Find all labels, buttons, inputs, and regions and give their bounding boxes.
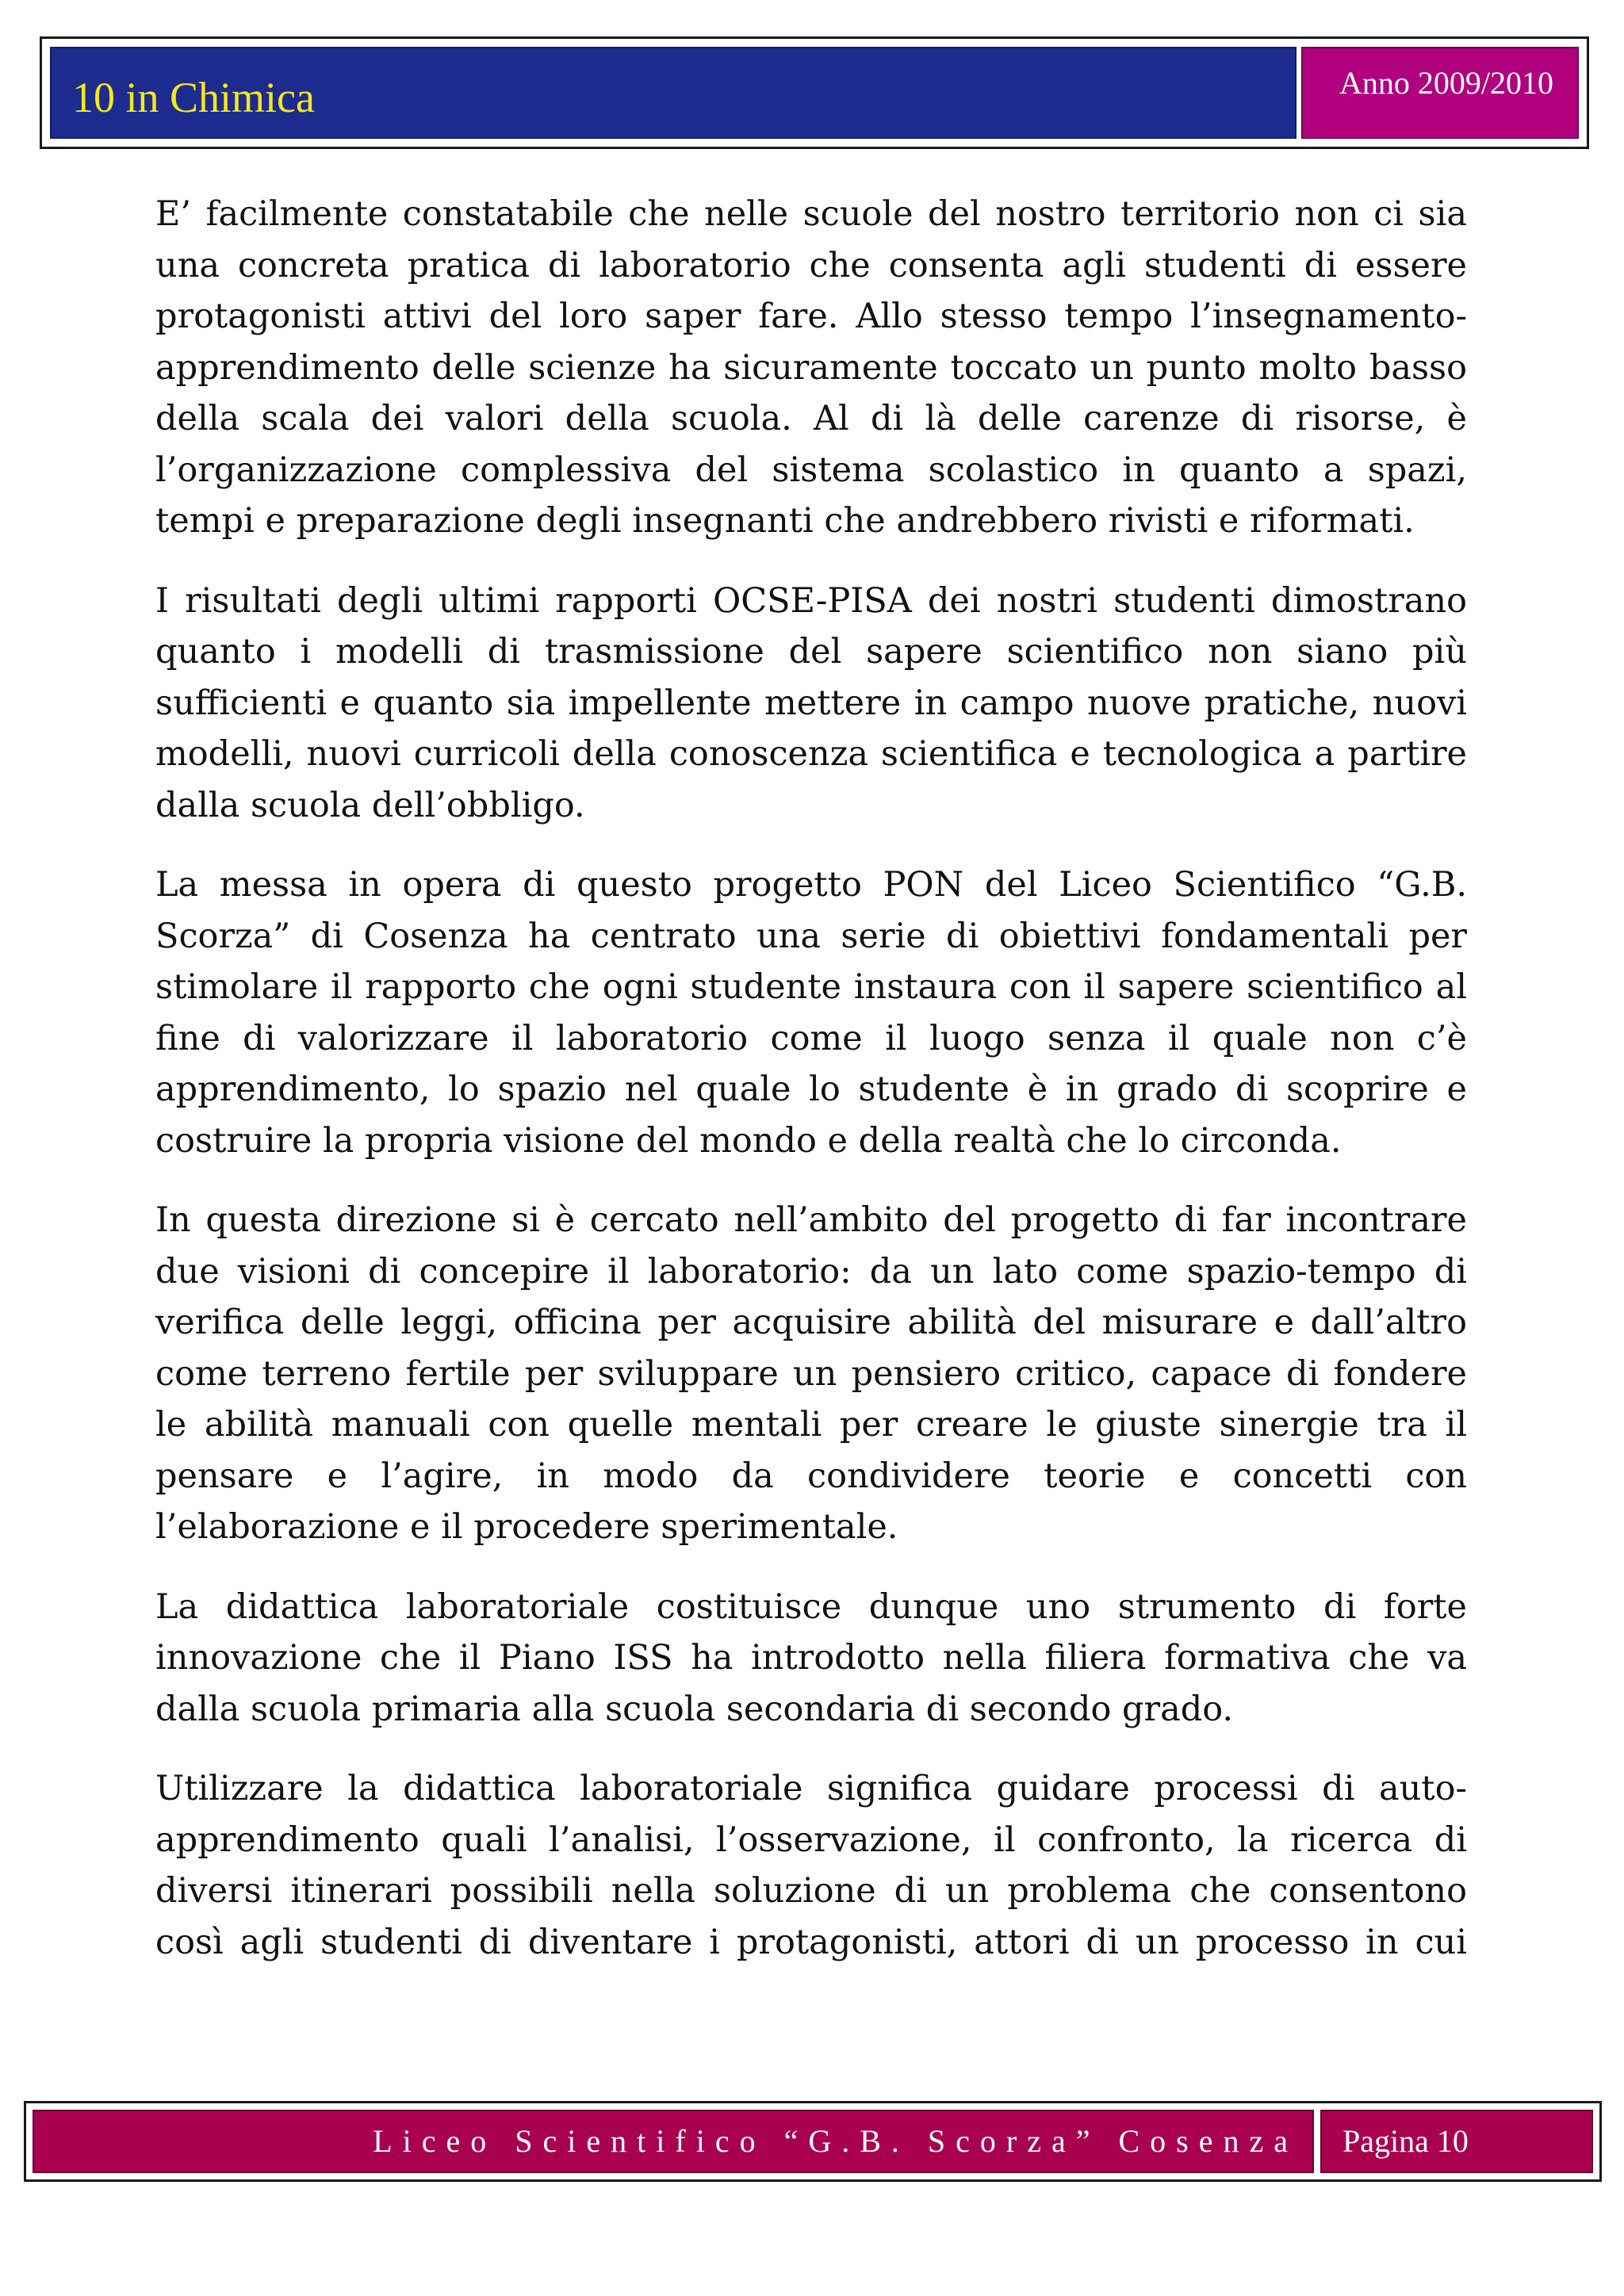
- header-title: 10 in Chimica: [72, 74, 315, 121]
- paragraph-4: In questa direzione si è cercato nell’ambito del progetto di far incontrare due visioni di concepire il laboratorio: da un lato come spazio-tempo di verifica delle leggi, officina per acquisire abilità del misurare e dall’altro come terreno fertile per sviluppare un pensiero critico, capace di fondere le abilità manuali con quelle mentali per creare le giuste sinergie tra il pensare e l’agire, in modo da condividere teorie e concetti con l’elaborazione e il procedere sperimentale.: [155, 1200, 1467, 1547]
- header-year: Anno 2009/2010: [1339, 65, 1553, 101]
- paragraph-5: La didattica laboratoriale costituisce dunque uno strumento di forte innovazione che il Piano ISS ha introdotto nella filiera formativa che va dalla scuola primaria alla scuola secondaria di secondo grado.: [155, 1586, 1467, 1729]
- page-footer: [24, 2101, 1602, 2182]
- paragraph-6: Utilizzare la didattica laboratoriale significa guidare processi di auto-apprendimento quali l’analisi, l’osservazione, il confronto, la ricerca di diversi itinerari possibili nella soluzione di un problema che consentono così agli studenti di diventare i protagonisti, attori di un processo in cui: [155, 1769, 1467, 1962]
- footer-school-name: Liceo Scientifico “G.B. Scorza” Cosenza: [373, 2123, 1298, 2159]
- page-header: [40, 36, 1589, 149]
- header-title-box: [50, 47, 1297, 139]
- paragraph-2: I risultati degli ultimi rapporti OCSE-PISA dei nostri studenti dimostrano quanto i modelli di trasmissione del sapere scientifico non siano più sufficienti e quanto sia impellente mettere in campo nuove pratiche, nuovi modelli, nuovi curricoli della conoscenza scientifica e tecnologica a partire dalla scuola dell’obbligo.: [155, 580, 1467, 825]
- paragraph-1: E’ facilmente constatabile che nelle scuole del nostro territorio non ci sia una concreta pratica di laboratorio che consenta agli studenti di essere protagonisti attivi del loro saper fare. Allo stesso tempo l’insegnamento-apprendimento delle scienze ha sicuramente toccato un punto molto basso della scala dei valori della scuola. Al di là delle carenze di risorse, è l’organizzazione complessiva del sistema scolastico in quanto a spazi, tempi e preparazione degli insegnanti che andrebbero rivisti e riformati.: [155, 194, 1467, 541]
- header-year-box: [1301, 47, 1579, 139]
- paragraph-3: La messa in opera di questo progetto PON del Liceo Scientifico “G.B. Scorza” di Cosenza ha centrato una serie di obiettivi fondamentali per stimolare il rapporto che ogni studente instaura con il sapere scientifico al fine di valorizzare il laboratorio come il luogo senza il quale non c’è apprendimento, lo spazio nel quale lo studente è in grado di scoprire e costruire la propria visione del mondo e della realtà che lo circonda.: [155, 865, 1467, 1161]
- document-body: [155, 189, 1467, 1968]
- footer-page-box: [1320, 2110, 1593, 2173]
- page-number: Pagina 10: [1342, 2123, 1469, 2159]
- footer-school-box: [33, 2110, 1314, 2173]
